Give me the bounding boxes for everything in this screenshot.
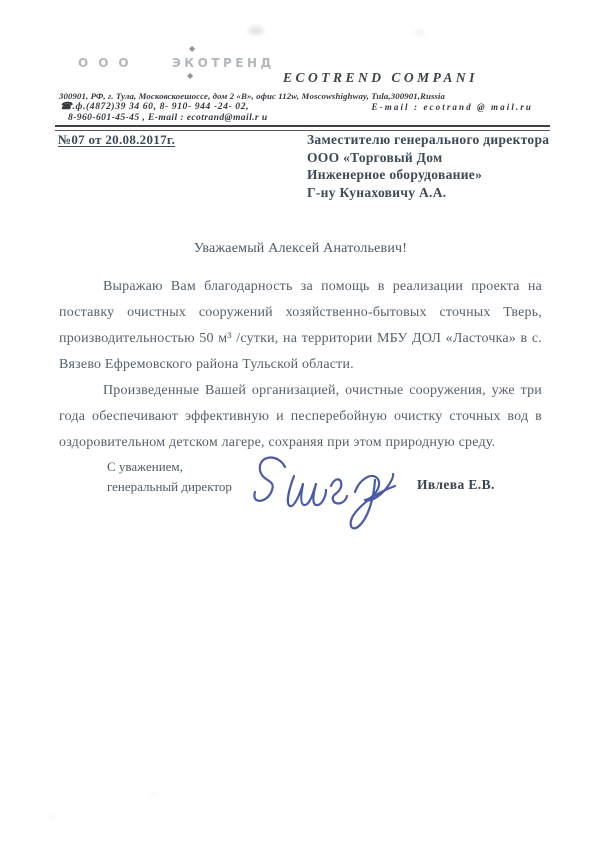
- body-line: года обеспечивают эффективную и песперебойную очистку сточных вод в: [59, 409, 542, 424]
- diamond-icon: ◆: [189, 44, 196, 53]
- signature-image: [245, 447, 403, 539]
- body-line: Вязево Ефремовского района Тульской области.: [59, 357, 354, 372]
- scan-smudge: [48, 815, 55, 821]
- recipient-line: Заместителю генерального директора: [307, 132, 550, 147]
- scan-smudge: [415, 30, 424, 35]
- company-phone-line: ☎.ф.(4872)39 34 60, 8- 910- 944 -24- 02,: [60, 101, 250, 112]
- signoff-title: генеральный директор: [107, 478, 232, 494]
- scan-smudge: [150, 792, 156, 797]
- body-line: оздоровительном детском лагере, сохраняя при этом природную среду.: [59, 435, 496, 450]
- recipient-line: Инженерное оборудование»: [307, 167, 483, 182]
- signoff-block: [107, 457, 232, 496]
- body-line: производительностью 50 м³ /сутки, на территории МБУ ДОЛ «Ласточка» в с.: [59, 331, 542, 346]
- recipient-line: Г-ну Кунаховичу А.А.: [307, 184, 447, 200]
- reference-number: №07 от 20.08.2017г.: [58, 132, 176, 147]
- body-line: Произведенные Вашей организацией, очистные сооружения, уже три: [103, 383, 542, 398]
- salutation: Уважаемый Алексей Анатольевич!: [193, 241, 408, 256]
- signatory-name: Ивлева Е.В.: [417, 477, 495, 492]
- company-name-en: ECOTREND COMPANI: [283, 70, 478, 85]
- company-email: E-mail : ecotrand @ mail.ru: [371, 102, 533, 112]
- company-phone-line-2: 8-960-601-45-45 , E-mail : ecotrand@mail.r u: [68, 112, 268, 123]
- company-address: 300901, РФ, г. Тула, Московскоешоссе, дом 2 «В», офис 112w, Moscowshighway, Tula,300901,Russia: [59, 91, 446, 101]
- logo-company-name: ЭКОТРЕНД: [172, 56, 275, 70]
- recipient-block: [307, 131, 549, 201]
- recipient-line: ООО «Торговый Дом: [307, 149, 443, 165]
- letter-body: [59, 241, 542, 456]
- body-line: Выражаю Вам благодарность за помощь в реализации проекта на: [103, 279, 542, 294]
- body-line: поставку очистных сооружений хозяйственно-бытовых сточных Тверь,: [59, 305, 542, 320]
- signoff-regards: С уважением,: [107, 459, 183, 474]
- scan-smudge: [248, 26, 264, 35]
- logo-ooo-text: ООО: [78, 56, 139, 70]
- diamond-icon: ◆: [187, 71, 194, 80]
